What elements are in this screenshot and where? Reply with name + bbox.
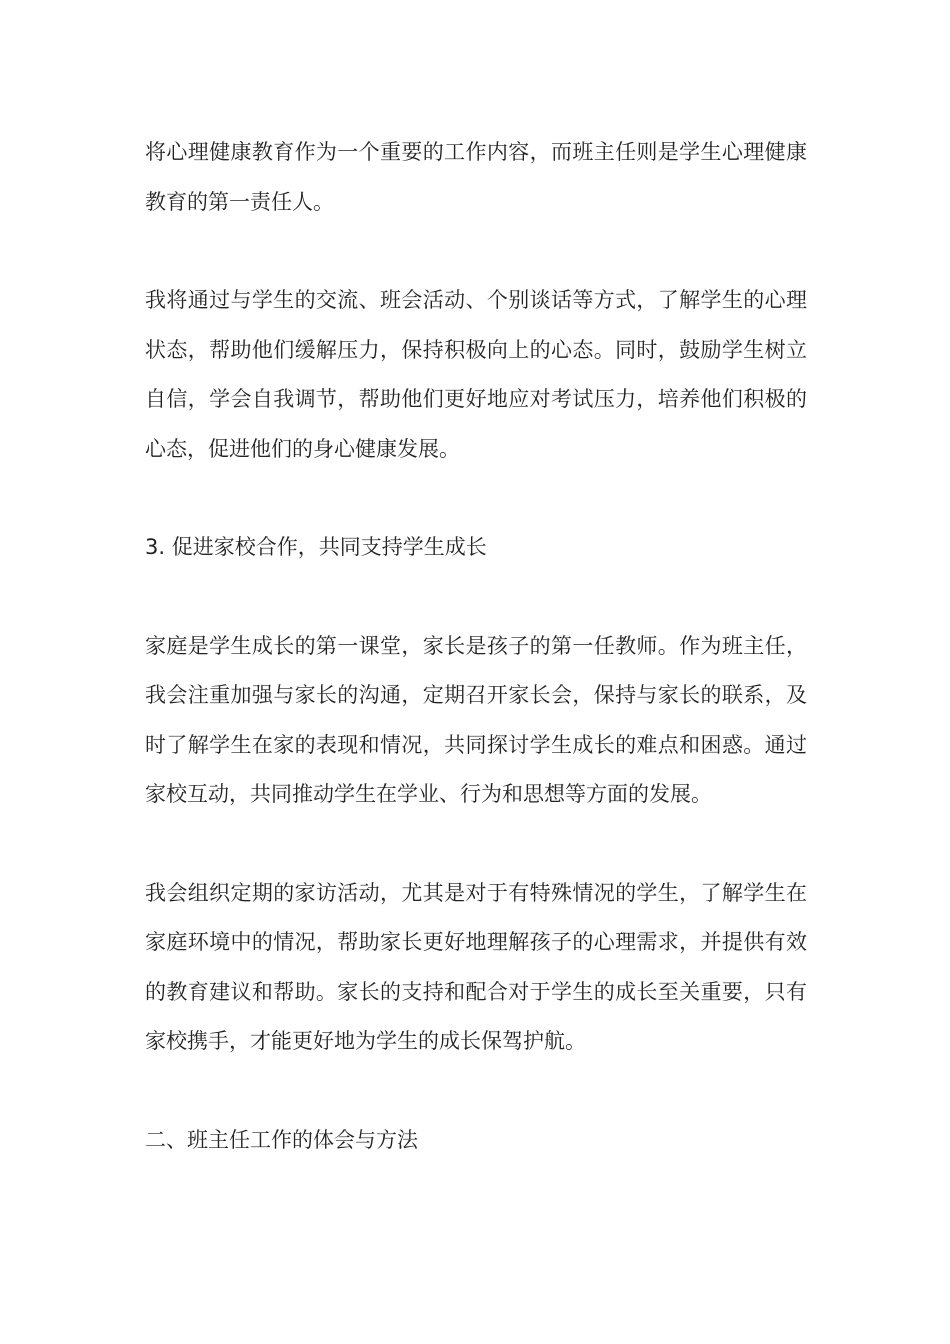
paragraph-home-visits: 我会组织定期的家访活动，尤其是对于有特殊情况的学生，了解学生在家庭环境中的情况，帮助家长更好地理解孩子的心理需求，并提供有效的教育建议和帮助。家长的支持和配合对于学生的成长至关重要，只有家校携手，才能更好地为学生的成长保驾护航。 bbox=[145, 880, 807, 1053]
paragraph-home-school-communication: 家庭是学生成长的第一课堂，家长是孩子的第一任教师。作为班主任，我会注重加强与家长的沟通，定期召开家长会，保持与家长的联系，及时了解学生在家的表现和情况，共同探讨学生成长的难点和困惑。通过家校互动，共同推动学生在学业、行为和思想等方面的发展。 bbox=[145, 633, 807, 806]
paragraph-mental-health-methods: 我将通过与学生的交流、班会活动、个别谈话等方式，了解学生的心理状态，帮助他们缓解压力，保持积极向上的心态。同时，鼓励学生树立自信，学会自我调节，帮助他们更好地应对考试压力，培养他们积极的心态，促进他们的身心健康发展。 bbox=[145, 288, 807, 461]
paragraph-mental-health-intro: 将心理健康教育作为一个重要的工作内容，而班主任则是学生心理健康教育的第一责任人。 bbox=[145, 140, 807, 214]
section-heading-home-school: 3. 促进家校合作，共同支持学生成长 bbox=[145, 535, 487, 559]
section-heading-experience-methods: 二、班主任工作的体会与方法 bbox=[145, 1127, 418, 1152]
document-body bbox=[145, 128, 807, 1214]
